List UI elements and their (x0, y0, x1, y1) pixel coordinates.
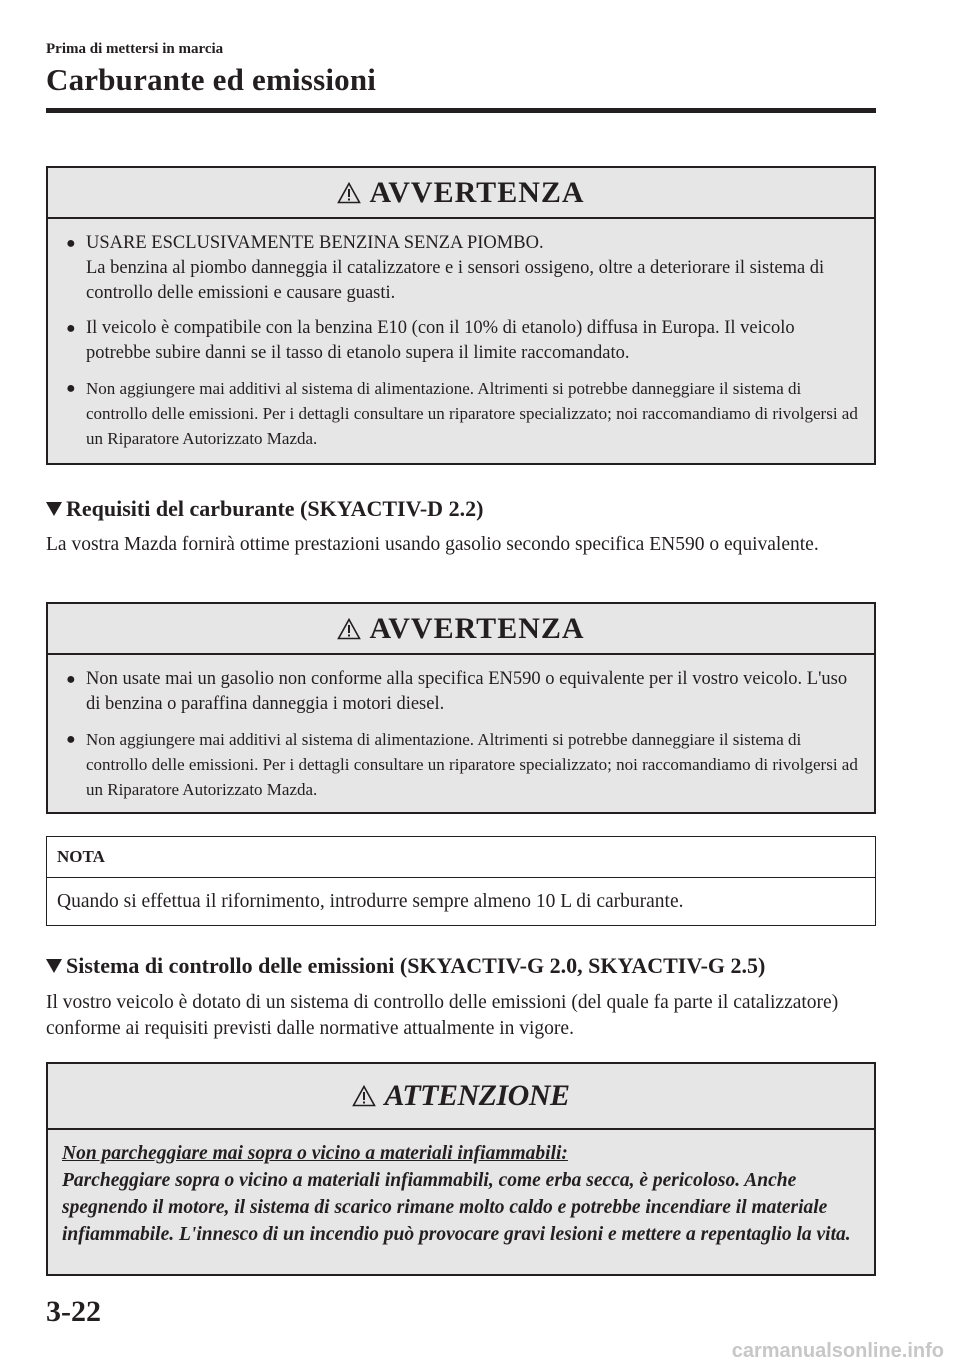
bullet-text-line2: La benzina al piombo danneggia il catalizzatore e i sensori ossigeno, oltre a deteriorare il sistema di controllo delle emissioni e causare guasti. (86, 258, 825, 303)
warning-box-2 (46, 602, 876, 814)
watermark: carmanualsonline.info (731, 1340, 944, 1362)
list-item (64, 727, 858, 802)
warning-label: AVVERTENZA (369, 175, 585, 209)
triangle-down-icon (46, 502, 62, 516)
list-item (64, 667, 858, 717)
caution-box (46, 1062, 876, 1276)
warning-triangle-icon (337, 182, 361, 204)
list-item (64, 376, 858, 451)
list-item (64, 231, 858, 306)
bullet-text: Non aggiungere mai additivi al sistema di alimentazione. Altrimenti si potrebbe danneggiare il sistema di controllo delle emissioni. Per i dettagli consultare un riparatore specializzato; noi raccomandiamo di rivolgersi ad un Riparatore Autorizzato Mazda. (86, 379, 858, 448)
note-box (46, 836, 876, 926)
note-label: NOTA (47, 837, 875, 878)
warning-box-1-header (48, 168, 874, 219)
section-heading-emission-control (46, 953, 765, 979)
section-heading-text: Requisiti del carburante (SKYACTIV-D 2.2) (66, 496, 484, 521)
warning-box-1-body (48, 219, 874, 463)
section-label: Prima di mettersi in marcia (46, 41, 224, 57)
title-rule (46, 108, 876, 113)
note-text: Quando si effettua il rifornimento, introdurre sempre almeno 10 L di carburante. (57, 890, 684, 912)
warning-triangle-icon (352, 1085, 376, 1107)
section-paragraph: Il vostro veicolo è dotato di un sistema di controllo delle emissioni (del quale fa parte il catalizzatore) conforme ai requisiti previsti dalle normative attualmente in vigore. (46, 992, 839, 1039)
warning-box-1 (46, 166, 876, 465)
bullet-text: Il veicolo è compatibile con la benzina E10 (con il 10% di etanolo) diffusa in Europa. Il veicolo potrebbe subire danni se il tasso di etanolo supera il limite raccomandato. (86, 318, 795, 363)
section-heading-text: Sistema di controllo delle emissioni (SKYACTIV-G 2.0, SKYACTIV-G 2.5) (66, 953, 766, 978)
warning-box-2-header (48, 604, 874, 655)
caution-label: ATTENZIONE (384, 1079, 570, 1112)
bullet-text: Non aggiungere mai additivi al sistema di alimentazione. Altrimenti si potrebbe danneggiare il sistema di controllo delle emissioni. Per i dettagli consultare un riparatore specializzato; noi raccomandiamo di rivolgersi ad un Riparatore Autorizzato Mazda. (86, 730, 858, 799)
bullet-icon: ● (66, 671, 76, 688)
section-heading-fuel-requirements (46, 496, 483, 522)
caution-box-body (48, 1130, 874, 1274)
warning-box-2-body (48, 655, 874, 812)
bullet-icon: ● (66, 731, 76, 748)
bullet-icon: ● (66, 320, 76, 337)
list-item (64, 316, 858, 366)
caution-title: Non parcheggiare mai sopra o vicino a materiali infiammabili: (62, 1143, 568, 1164)
bullet-icon: ● (66, 235, 76, 252)
bullet-text-line1: USARE ESCLUSIVAMENTE BENZINA SENZA PIOMBO. (86, 233, 544, 253)
section-paragraph: La vostra Mazda fornirà ottime prestazioni usando gasolio secondo specifica EN590 o equivalente. (46, 534, 819, 555)
warning-label: AVVERTENZA (369, 611, 585, 645)
page-title: Carburante ed emissioni (46, 62, 377, 97)
triangle-down-icon (46, 959, 62, 973)
page-number: 3-22 (46, 1295, 101, 1328)
caution-text: Parcheggiare sopra o vicino a materiali infiammabili, come erba secca, è pericoloso. Anche spegnendo il motore, il sistema di scarico rimane molto caldo e potrebbe incendiare il materiale infiammabile. L'innesco di un incendio può provocare gravi lesioni e mettere a repentaglio la vita. (62, 1170, 851, 1245)
bullet-icon: ● (66, 380, 76, 397)
warning-triangle-icon (337, 618, 361, 640)
caution-box-header (48, 1064, 874, 1130)
bullet-text: Non usate mai un gasolio non conforme alla specifica EN590 o equivalente per il vostro veicolo. L'uso di benzina o paraffina danneggia i motori diesel. (86, 669, 848, 714)
